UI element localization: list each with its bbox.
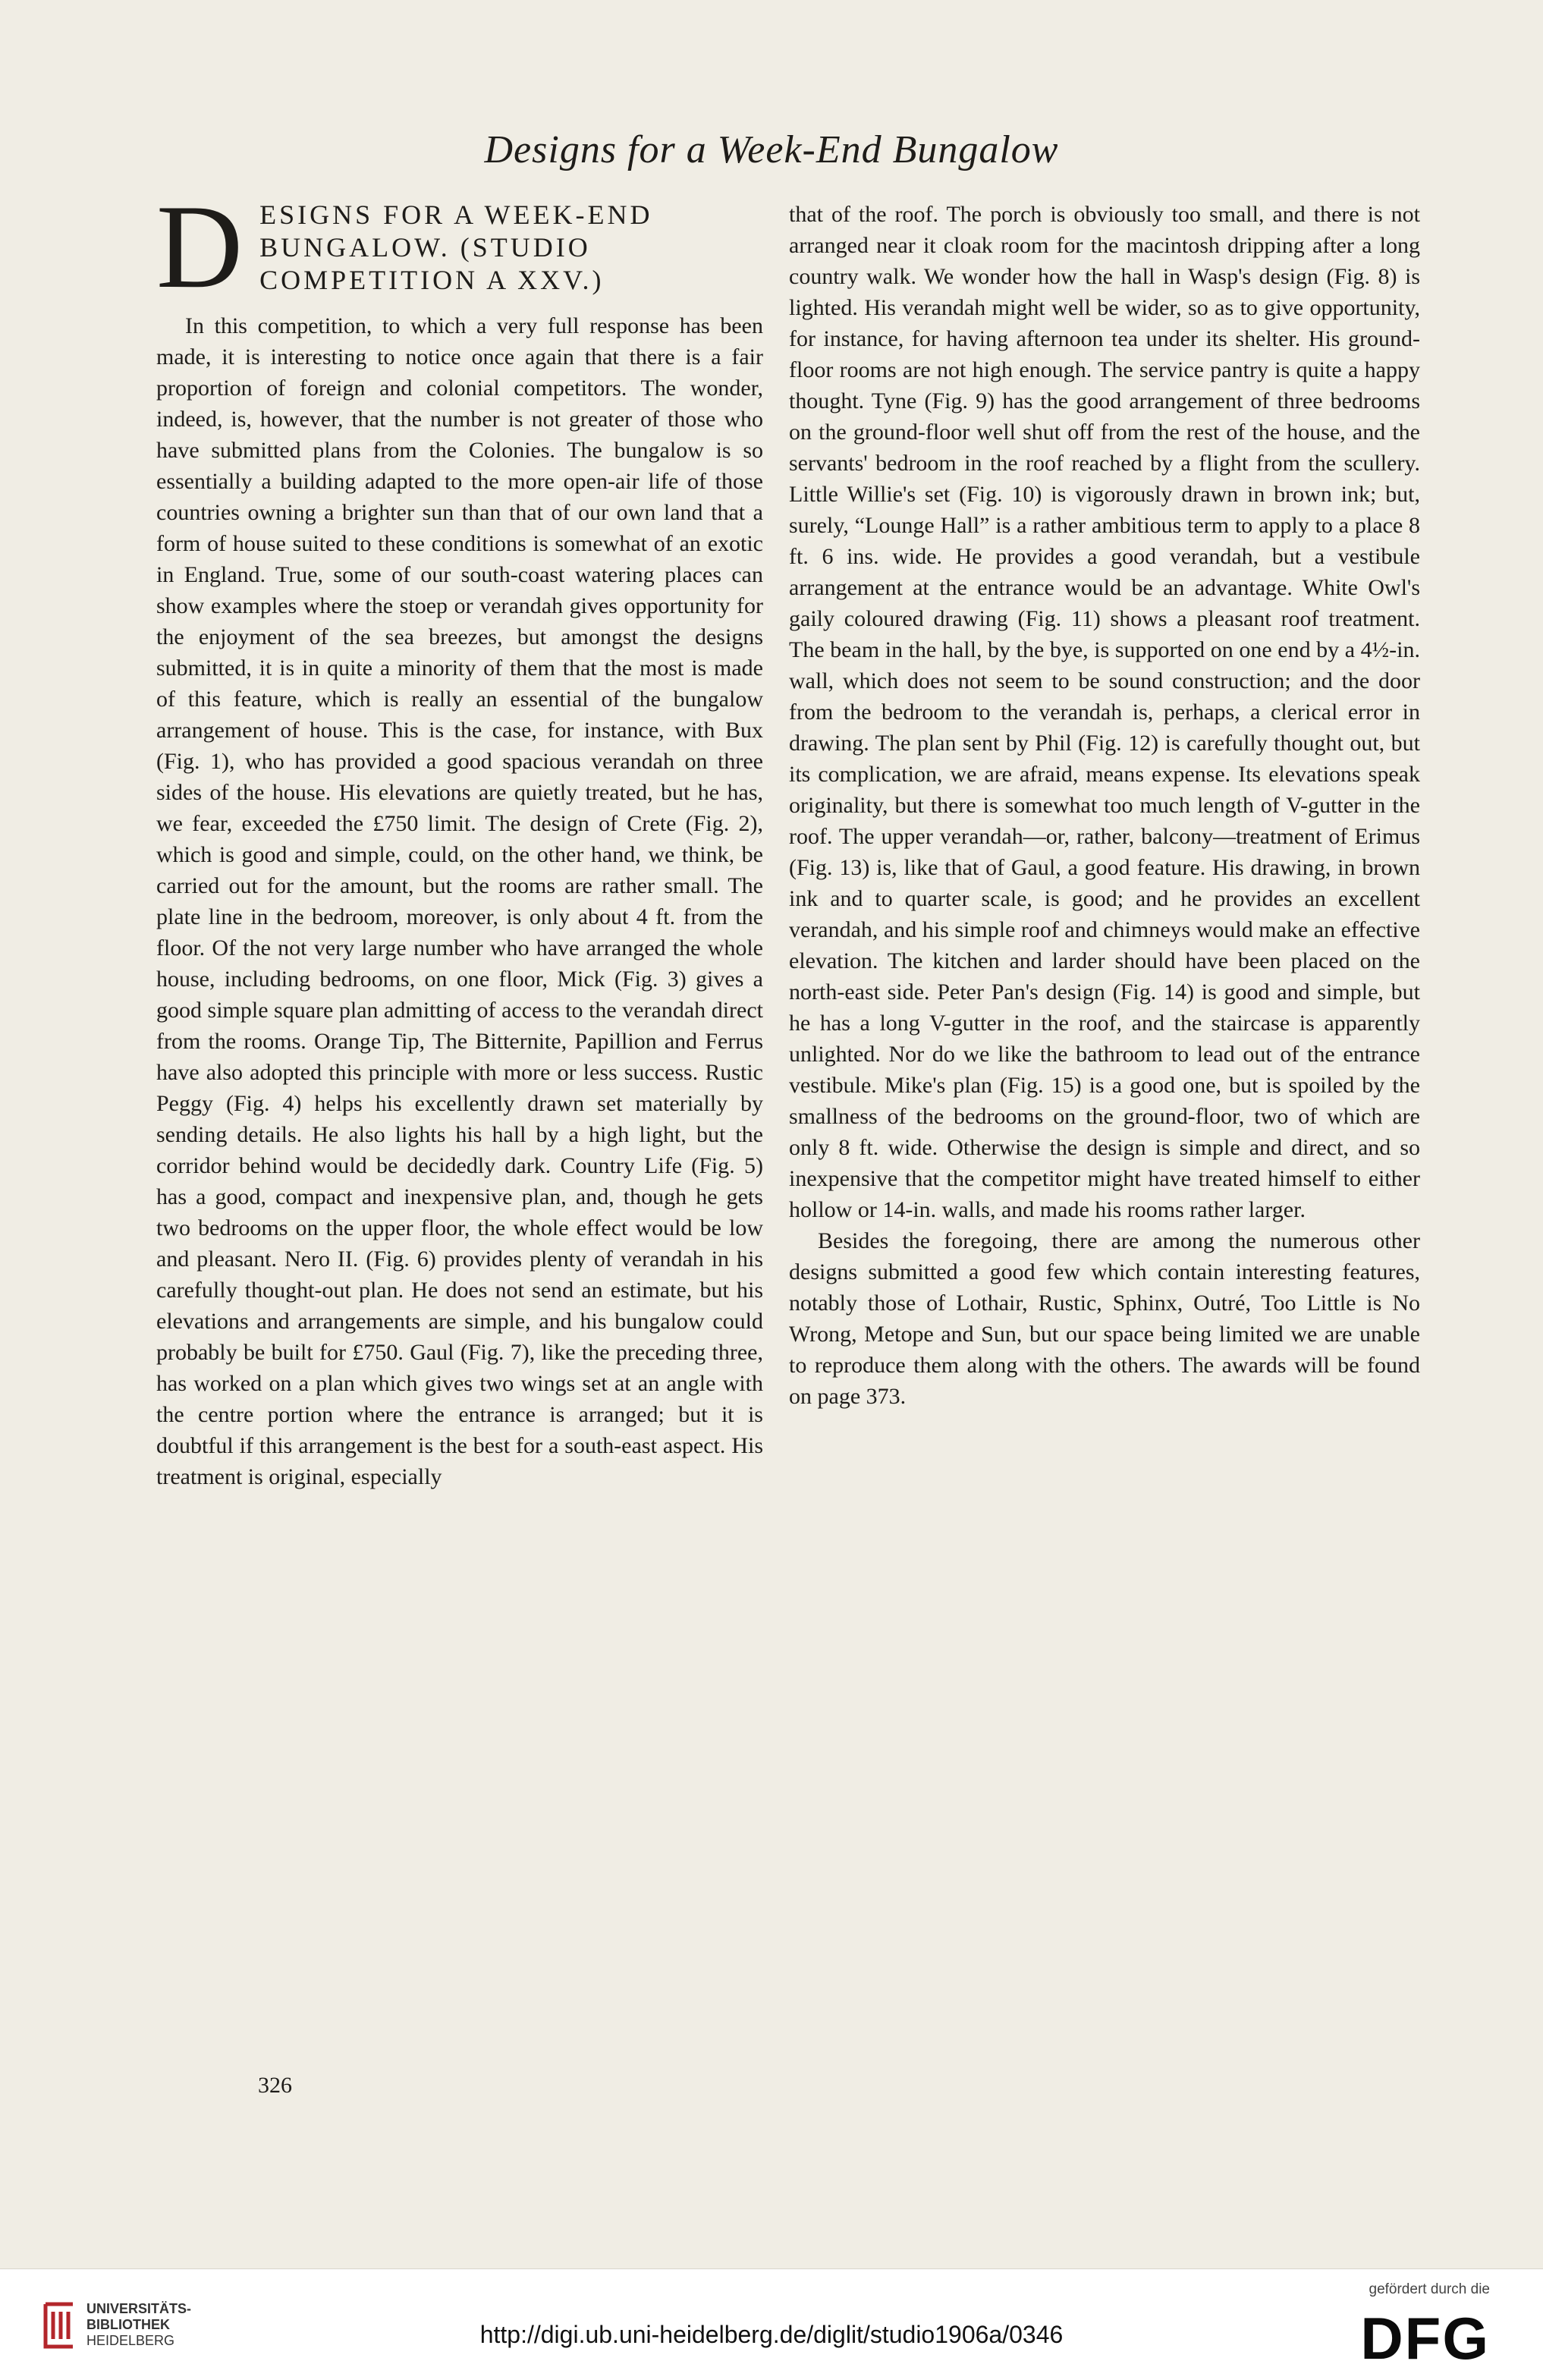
library-line: HEIDELBERG: [86, 2333, 175, 2348]
permalink-url[interactable]: http://digi.ub.uni-heidelberg.de/diglit/studio1906a/0346: [479, 2321, 1064, 2348]
body-paragraph: that of the roof. The porch is obviously too small, and there is not arranged near it cloak room for the macintosh dripping after a long country walk. We wonder how the hall in Wasp's design (Fig. 8) is lighted. His verandah might well be wider, so as to give opportunity, for instance, for having afternoon tea under its shelter. His ground-floor rooms are not high enough. The service pantry is quite a happy thought. Tyne (Fig. 9) has the good arrangement of three bedrooms on the ground-floor well shut off from the rest of the house, and the servants' bedroom in the roof reached by a flight from the scullery. Little Willie's set (Fig. 10) is vigorously drawn in brown ink; but, surely, “Lounge Hall” is a rather ambitious term to apply to a place 8 ft. 6 ins. wide. He provides a good verandah, but a vestibule arrangement at the entrance would be an advantage. White Owl's gaily coloured drawing (Fig. 11) shows a pleasant roof treatment. The beam in the hall, by the bye, is supported on one end by a 4½-in. wall, which does not seem to be sound construction; and the door from the bedroom to the verandah is, perhaps, a clerical error in drawing. The plan sent by Phil (Fig. 12) is carefully thought out, but its complication, we are afraid, means expense. Its elevations speak originality, but there is somewhat too much length of V-gutter in the roof. The upper verandah—or, rather, balcony—treatment of Erimus (Fig. 13) is, like that of Gaul, a good feature. His drawing, in brown ink and to quarter scale, is good; and he provides an excellent verandah, and his simple roof and chimneys would make an effective elevation. The kitchen and larder should have been placed on the north-east side. Peter Pan's design (Fig. 14) is good and simple, but he has a long V-gutter in the roof, and the staircase is apparently unlighted. Nor do we like the bathroom to lead out of the entrance vestibule. Mike's plan (Fig. 15) is a good one, but is spoiled by the smallness of the bedrooms on the ground-floor, two of which are only 8 ft. wide. Otherwise the design is simple and direct, and so inexpensive that the competitor might have treated himself to either hollow or 14-in. walls, and made his rooms rather larger.: [789, 202, 1420, 1222]
sponsor-caption: gefördert durch die: [1369, 2281, 1490, 2297]
page-number: 326: [258, 2073, 292, 2098]
right-column: [789, 199, 1420, 1412]
library-line: UNIVERSITÄTS-: [86, 2301, 192, 2316]
left-column: [156, 181, 763, 1492]
article-title: [156, 181, 763, 313]
digitization-footer: [0, 2268, 1543, 2380]
title-text: ESIGNS FOR A WEEK-END BUNGALOW. (STUDIO COMPETITION A XXV.): [259, 200, 653, 295]
body-paragraph: Besides the foregoing, there are among the numerous other designs submitted a good few which contain interesting features, notably those of Lothair, Rustic, Sphinx, Outré, Too Little is No Wrong, Metope and Sun, but our space being limited we are unable to reproduce them along with the others. The awards will be found on page 373.: [789, 1228, 1420, 1409]
body-paragraph: In this competition, to which a very full response has been made, it is interesting to notice once again that there is a fair proportion of foreign and colonial competitors. The wonder, indeed, is, however, that the number is not greater of those who have submitted plans from the Colonies. The bungalow is so essentially a building adapted to the more open-air life of those countries owning a brighter sun than that of our own land that a form of house suited to these conditions is somewhat of an exotic in England. True, some of our south-coast watering places can show examples where the stoep or verandah gives opportunity for the enjoyment of the sea breezes, but amongst the designs submitted, it is in quite a minority of them that the most is made of this feature, which is really an essential of the bungalow arrangement of house. This is the case, for instance, with Bux (Fig. 1), who has provided a good spacious verandah on three sides of the house. His elevations are quietly treated, but he has, we fear, exceeded the £750 limit. The design of Crete (Fig. 2), which is good and simple, could, on the other hand, we think, be carried out for the amount, but the rooms are rather small. The plate line in the bedroom, moreover, is only about 4 ft. from the floor. Of the not very large number who have arranged the whole house, including bedrooms, on one floor, Mick (Fig. 3) gives a good simple square plan admitting of access to the verandah direct from the rooms. Orange Tip, The Bitternite, Papillion and Ferrus have also adopted this principle with more or less success. Rustic Peggy (Fig. 4) helps his excellently drawn set materially by sending details. He also lights his hall by a high light, but the corridor behind would be decidedly dark. Country Life (Fig. 5) has a good, compact and inexpensive plan, and, though he gets two bedrooms on the upper floor, the whole effect would be low and pleasant. Nero II. (Fig. 6) provides plenty of verandah in his carefully thought-out plan. He does not send an estimate, but his elevations and arrangements are simple, and his bungalow could probably be built for £750. Gaul (Fig. 7), like the preceding three, has worked on a plan which gives two wings set at an angle with the centre portion where the entrance is arranged; but it is doubtful if this arrangement is the best for a south-east aspect. His treatment is original, especially: [156, 313, 763, 1489]
dfg-logo[interactable]: DFG: [1360, 2305, 1490, 2372]
drop-cap: D: [156, 181, 247, 313]
library-line: BIBLIOTHEK: [86, 2317, 170, 2332]
running-head: Designs for a Week-End Bungalow: [484, 128, 1059, 171]
